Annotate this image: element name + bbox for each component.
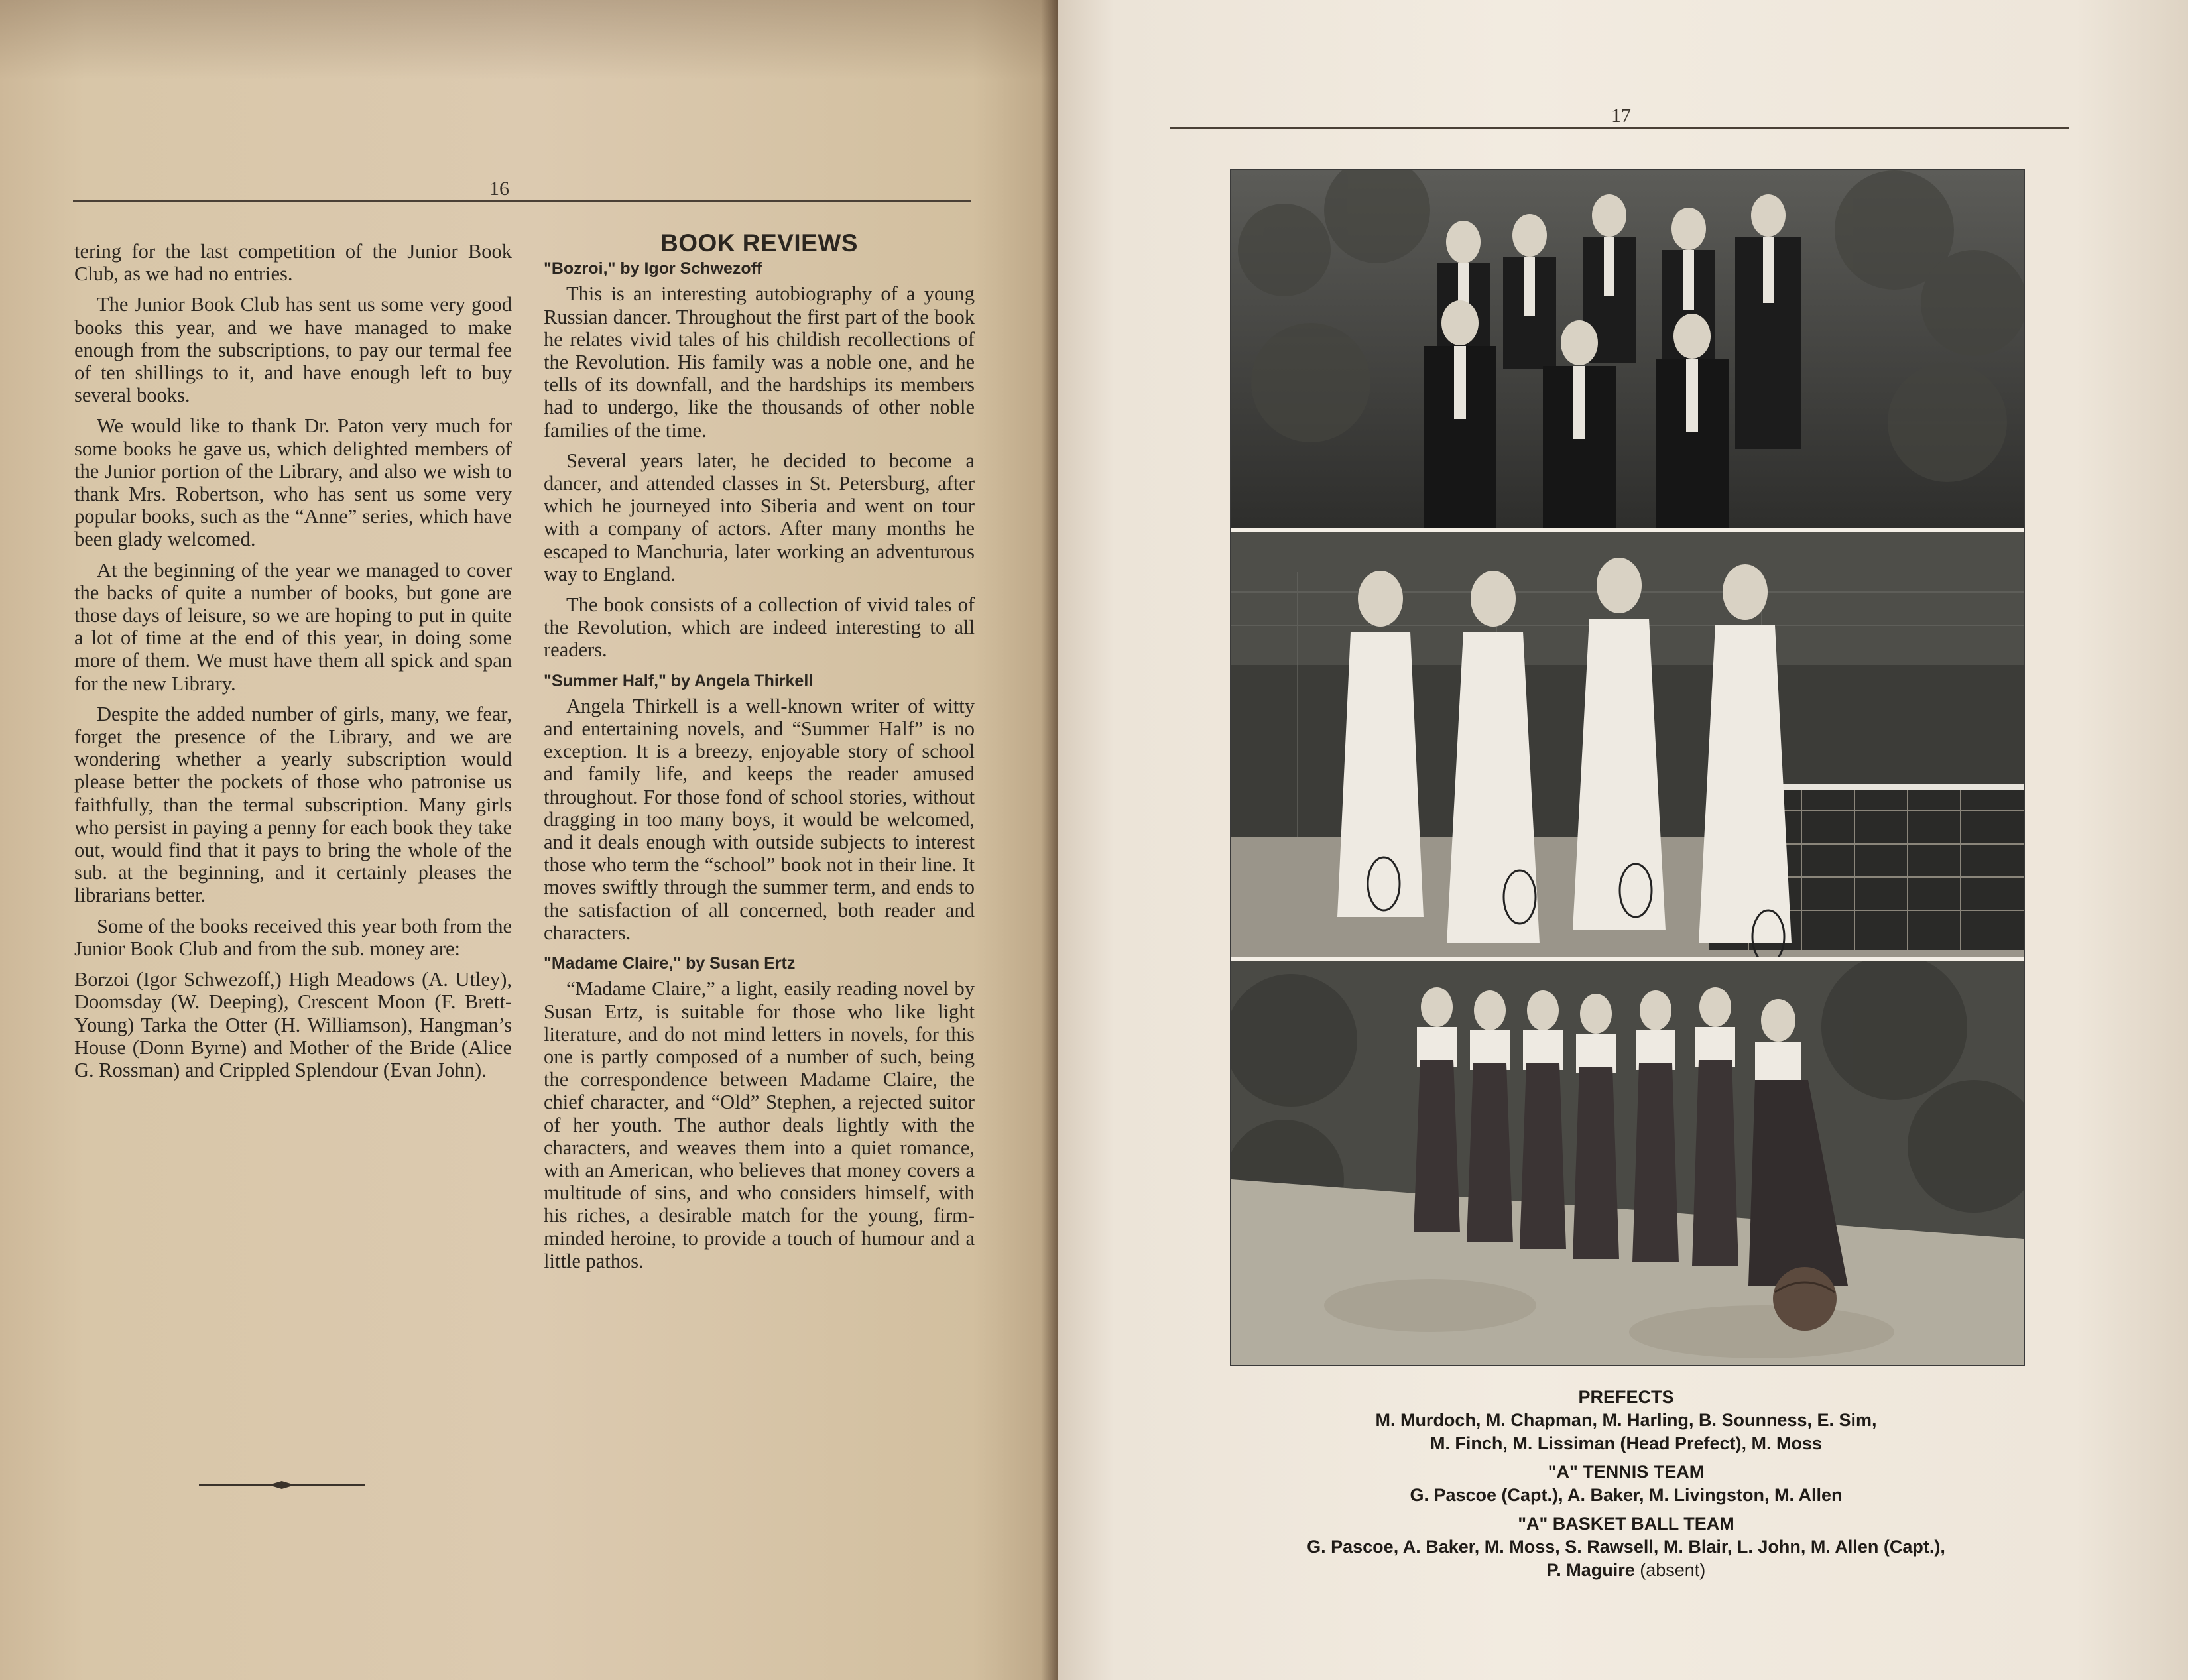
review-paragraph: “Madame Claire,” a light, easily reading novel by Susan Ertz, is suitable for those who like light literature, and do not mind letters in novels, for this one is partly composed of a number of such, being the correspondence between Madame Claire, the chief character, and “Old” Stephen, a rejected suitor of her youth. The author deals lightly with the characters, and weaves them into a quiet romance, with an American, who believes that money covers a multitude of sins, and who considers himself, with his riches, a desirable match for the young, firm-minded heroine, to provide a touch of humour and a little pathos. — [544, 977, 975, 1272]
review-paragraph: The book consists of a collection of vivid tales of the Revolution, which are indeed interesting to all readers. — [544, 593, 975, 662]
basketball-caption-line: G. Pascoe, A. Baker, M. Moss, S. Rawsell, M. Blair, L. John, M. Allen (Capt.), — [1307, 1537, 1945, 1557]
book-list-paragraph: Borzoi (Igor Schwezoff,) High Meadows (A. Utley), Doomsday (W. Deeping), Crescent Moon (F. Brett-Young) Tarka the Otter (H. Williamson), Hangman’s House (Donn Byrne) and Mother of the Bride (Alice G. Rossman) and Crippled Splendour (Evan John). — [74, 968, 512, 1081]
page-number-left: 16 — [489, 178, 509, 200]
library-paragraph: Despite the added number of girls, many, we fear, forget the presence of the Library, and we are wondering whether a yearly subscription would please better the pockets of those who patronise us faithfully, than the termal subscription. Many girls who persist in paying a penny for each book they take out, would find that it pays to bring the whole of the sub. at the beginning, and it certainly pleases the librarians better. — [74, 702, 512, 907]
basketball-caption-line-2 — [1230, 1559, 2022, 1582]
caption-spacer — [1230, 1507, 2022, 1512]
absent-note: (absent) — [1640, 1560, 1706, 1580]
library-paragraph: tering for the last competition of the Junior Book Club, as we had no entries. — [74, 240, 512, 286]
prefects-caption-title: PREFECTS — [1578, 1387, 1674, 1407]
basketball-caption-name: P. Maguire — [1546, 1560, 1635, 1580]
review-paragraph: This is an interesting autobiography of a young Russian dancer. Throughout the first part of the book he relates vivid tales of his childish recollections of the Revolution. His family was a noble one, and he tells of its downfall, and the hardships its members had to undergo, like the thousands of other noble families of the time. — [544, 282, 975, 442]
book-reviews-column — [544, 229, 975, 1280]
library-paragraph: The Junior Book Club has sent us some very good books this year, and we have managed to make enough from the subscriptions, to pay our termal fee of ten shillings to it, and have enough left to buy several books. — [74, 293, 512, 407]
header-rule-right — [1170, 127, 2069, 129]
library-column — [74, 240, 512, 1089]
header-rule-left — [73, 200, 971, 202]
review-title: "Bozroi," by Igor Schwezoff — [544, 259, 762, 278]
tennis-caption-line: G. Pascoe (Capt.), A. Baker, M. Livingston, M. Allen — [1410, 1485, 1843, 1505]
tennis-team-photo — [1231, 532, 2024, 957]
caption-spacer — [1230, 1455, 2022, 1461]
review-title: "Madame Claire," by Susan Ertz — [544, 954, 796, 973]
prefects-photo — [1231, 170, 2024, 528]
left-page — [0, 0, 1058, 1680]
prefects-caption-line: M. Finch, M. Lissiman (Head Prefect), M. Moss — [1429, 1433, 1823, 1453]
library-paragraph: At the beginning of the year we managed to cover the backs of quite a number of books, but gone are those days of leisure, so we are hoping to put in quite a lot of time at the end of this year, in doing some more of them. We must have them all spick and span for the new Library. — [74, 558, 512, 695]
basketball-team-photo — [1231, 961, 2024, 1365]
library-paragraph: We would like to thank Dr. Paton very much for some books he gave us, which delighted members of the Junior portion of the Library, and also we wish to thank Mrs. Robertson, who has sent us some very popular books, such as the “Anne” series, which have been glady welcomed. — [74, 414, 512, 551]
page-number-right: 17 — [1611, 105, 1631, 127]
prefects-caption-line: M. Murdoch, M. Chapman, M. Harling, B. Sounness, E. Sim, — [1375, 1410, 1877, 1430]
section-end-ornament — [199, 1478, 365, 1492]
tennis-caption-title: "A" TENNIS TEAM — [1548, 1462, 1705, 1482]
review-paragraph: Several years later, he decided to become a dancer, and attended classes in St. Petersburg, after which he journeyed into Siberia and went on tour with a company of actors. After many months he escaped to Manchuria, later working an adventurous way to England. — [544, 449, 975, 585]
review-paragraph: Angela Thirkell is a well-known writer of witty and entertaining novels, and “Summer Half” is no exception. It is a breezy, enjoyable story of school and family life, and keeps the reader amused throughout. For those fond of school stories, without dragging in too many boys, it would be welcomed, and it deals enough with outside subjects to interest those who term the “school” book not in their line. It moves swiftly through the summer term, and ends to the satisfaction of all concerned, both reader and characters. — [544, 694, 975, 944]
library-paragraph: Some of the books received this year both from the Junior Book Club and from the sub. money are: — [74, 914, 512, 960]
page-top-shadow — [0, 0, 1058, 80]
basketball-caption-title: "A" BASKET BALL TEAM — [1518, 1514, 1734, 1533]
book-reviews-heading: BOOK REVIEWS — [660, 229, 858, 257]
photo-panel — [1230, 169, 2025, 1366]
review-title: "Summer Half," by Angela Thirkell — [544, 671, 814, 690]
photo-captions — [1230, 1386, 2022, 1582]
